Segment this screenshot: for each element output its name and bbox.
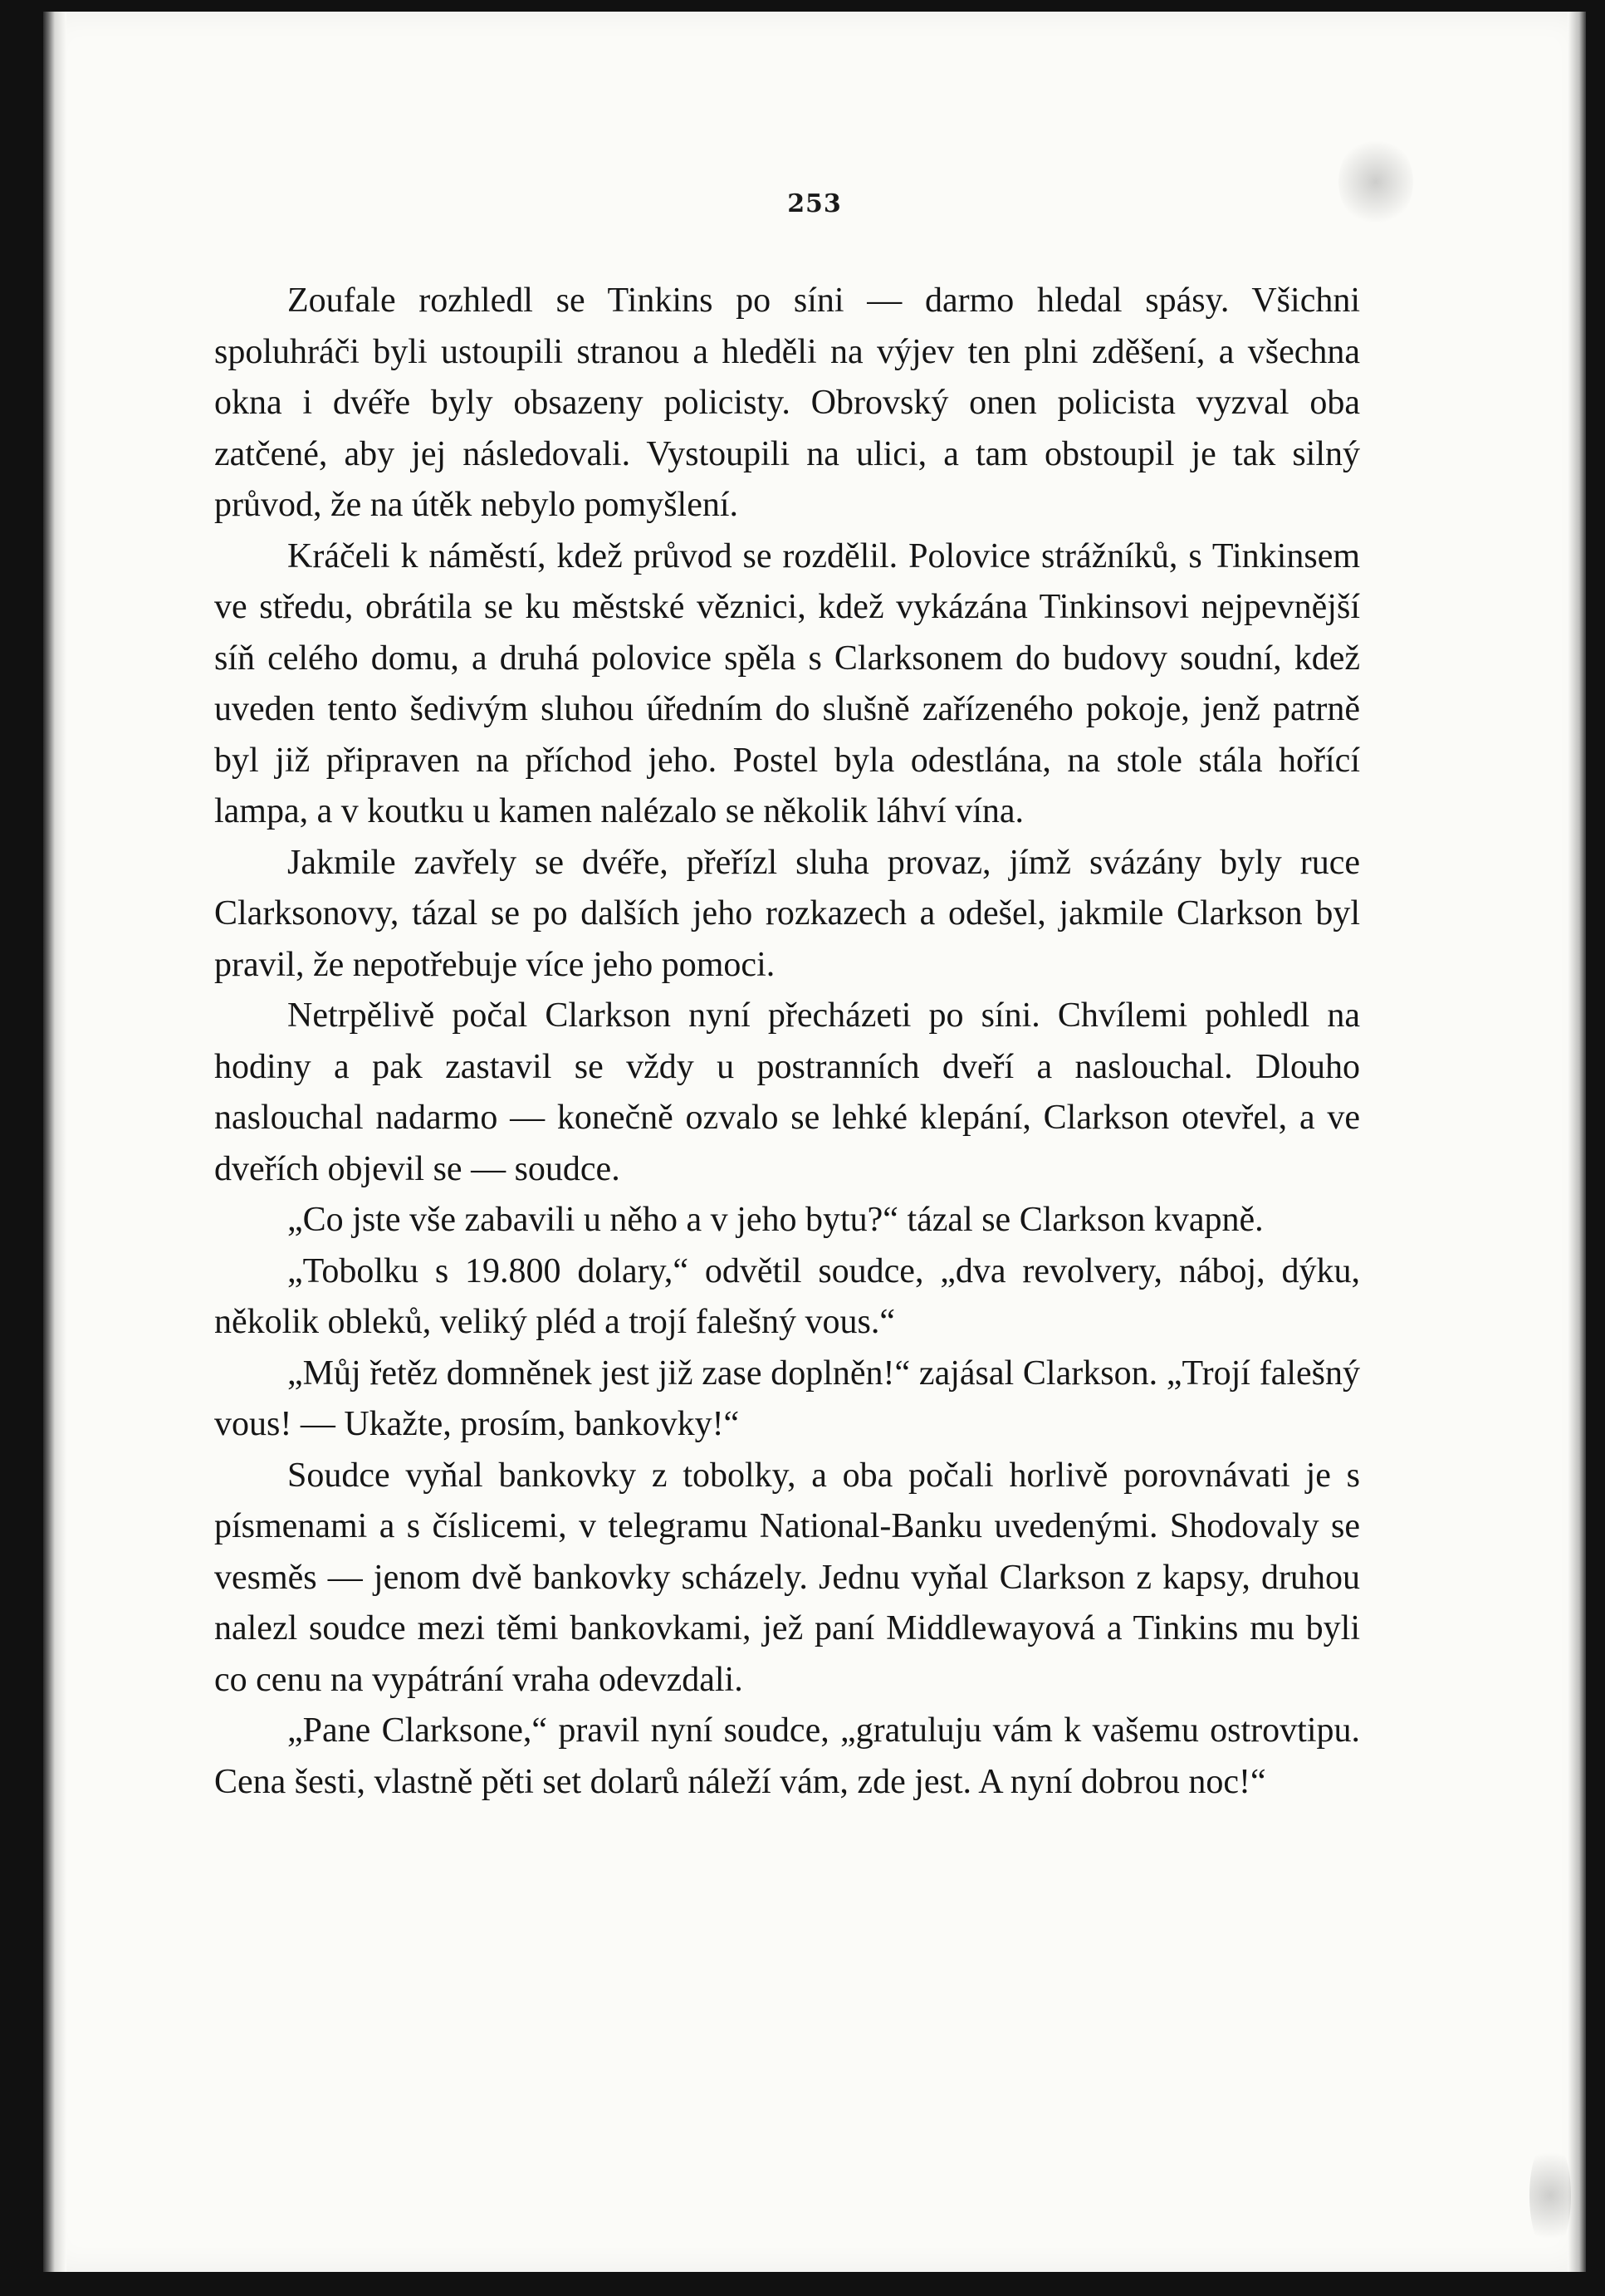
paragraph: „Pane Clarksone,“ pravil nyní soudce, „gratuluju vám k vašemu ostrovtipu. Cena šesti, vlastně pěti set dolarů náleží vám, zde jest. A nyní dobrou noc!“	[214, 1711, 1360, 1801]
paragraph: Zoufale rozhledl se Tinkins po síni — darmo hledal spásy. Všichni spoluhráči byli ustoupili stranou a hleděli na výjev ten plni zděšení, a všechna okna i dvéře byly obsazeny policisty. Obrovský onen policista vyzval oba zatčené, aby jej následovali. Vystoupili na ulici, a tam obstoupil je tak silný průvod, že na útěk nebylo pomyšlení.	[214, 281, 1360, 524]
paragraph: „Můj řetěz domněnek jest již zase doplněn!“ zajásal Clarkson. „Trojí falešný vous! — Ukažte, prosím, bankovky!“	[214, 1354, 1360, 1443]
paragraph: „Tobolku s 19.800 dolary,“ odvětil soudce, „dva revolvery, náboj, dýku, několik obleků, veliký pléd a trojí falešný vous.“	[214, 1251, 1360, 1341]
page-right-shadow	[1568, 12, 1586, 2272]
paragraph: Jakmile zavřely se dvéře, přeřízl sluha provaz, jímž svázány byly ruce Clarksonovy, tázal se po dalších jeho rozkazech a odešel, jakmile Clarkson byl pravil, že nepotřebuje více jeho pomoci.	[214, 843, 1360, 984]
paragraph: Kráčeli k náměstí, kdež průvod se rozdělil. Polovice strážníků, s Tinkinsem ve středu, obrátila se ku městské věznici, kdež vykázána Tinkinsovi nejpevnější síň celého domu, a druhá polovice spěla s Clarksonem do budovy soudní, kdež uveden tento šedivým sluhou úředním do slušně zařízeného pokoje, jenž patrně byl již připraven na příchod jeho. Postel byla odestlána, na stole stála hořící lampa, a v koutku u kamen nalézalo se několik láhví vína.	[214, 536, 1360, 830]
paragraph: „Co jste vše zabavili u něho a v jeho bytu?“ tázal se Clarkson kvapně.	[287, 1201, 1264, 1239]
paragraph: Soudce vyňal bankovky z tobolky, a oba počali horlivě porovnávati je s písmenami a s číslicemi, v telegramu National-Banku uvedenými. Shodovaly se vesměs — jenom dvě bankovky scházely. Jednu vyňal Clarkson z kapsy, druhou nalezl soudce mezi těmi bankovkami, jež paní Middlewayová a Tinkins mu byli co cenu na vypátrání vraha odevzdali.	[214, 1456, 1360, 1699]
page-left-shadow	[43, 12, 66, 2272]
book-page	[43, 12, 1586, 2272]
paragraph: Netrpělivě počal Clarkson nyní přecházeti po síni. Chvílemi pohledl na hodiny a pak zastavil se vždy u postranních dveří a naslouchal. Dlouho naslouchal nadarmo — konečně ozvalo se lehké klepání, Clarkson otevřel, a ve dveřích objevil se — soudce.	[214, 996, 1360, 1188]
page-number: 253	[787, 189, 842, 218]
page-stain	[1529, 2137, 1571, 2254]
body-text	[214, 276, 1360, 1808]
